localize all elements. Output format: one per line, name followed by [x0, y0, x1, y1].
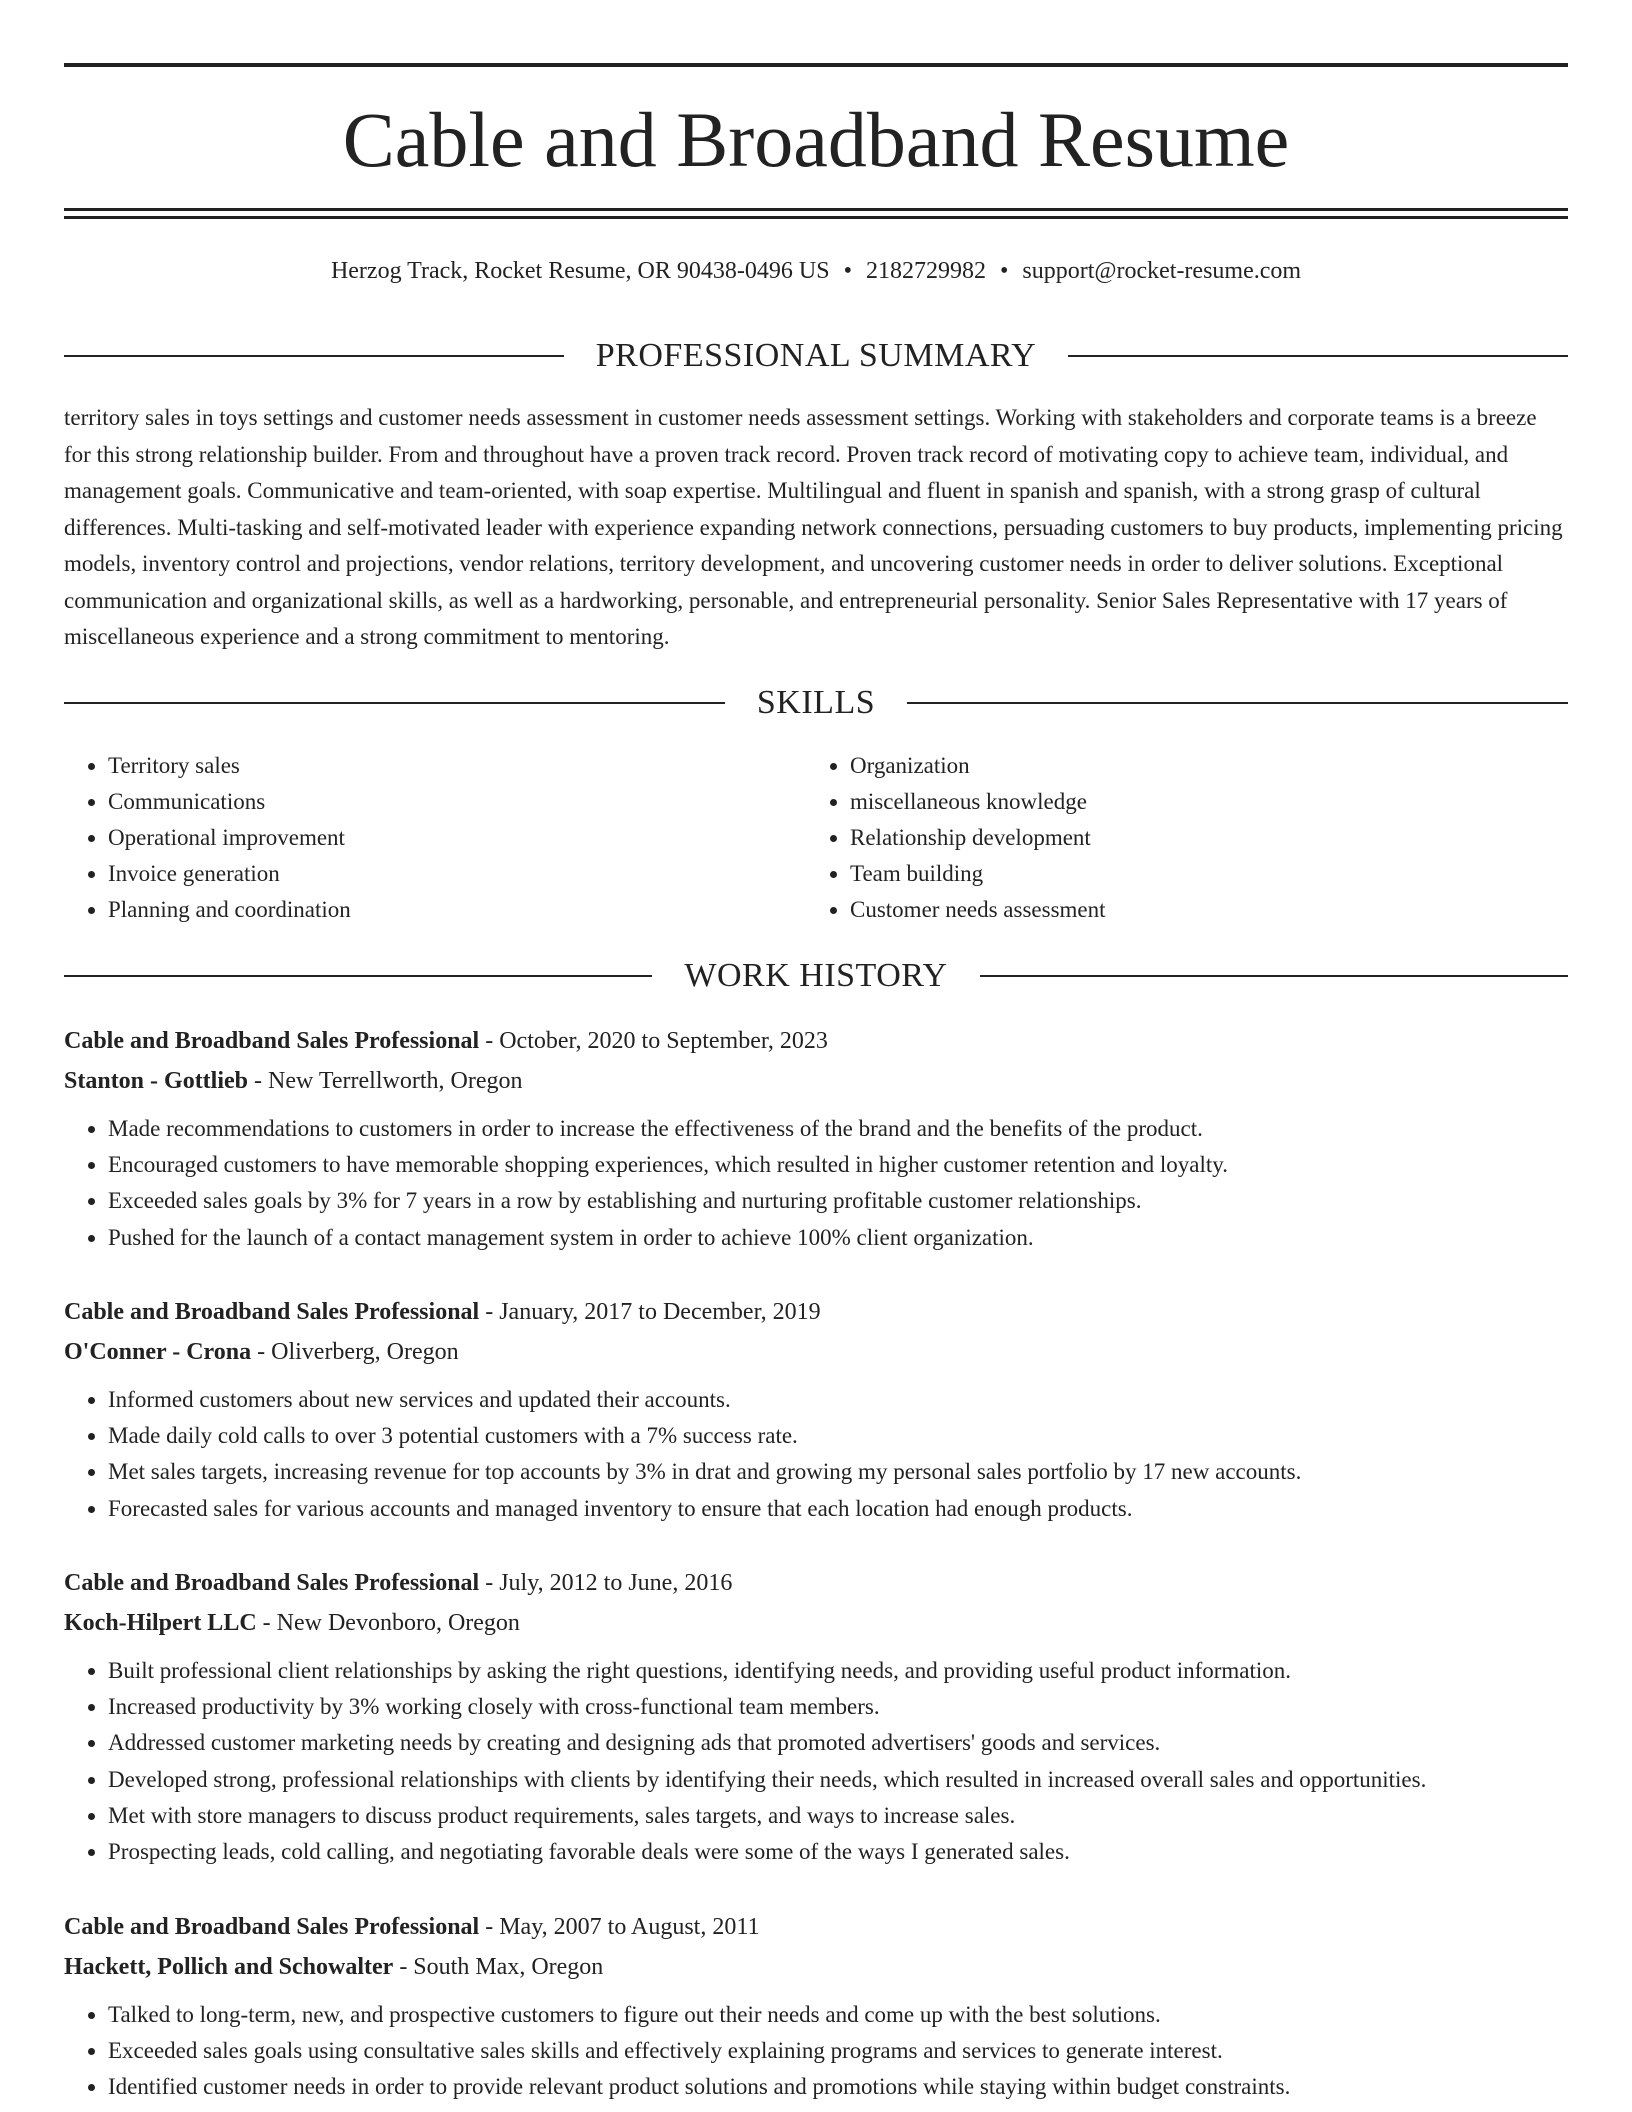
professional-summary-text: territory sales in toys settings and customer needs assessment in customer needs assessment settings. Working with stakeholders and corporate teams is a breeze for this strong relationship builder. From and throughout have a proven track record. Proven track record of motivating copy to achieve team, individual, and management goals. Communicative and team-oriented, with soap expertise. Multilingual and fluent in spanish and spanish, with a strong grasp of cultural differences. Multi-tasking and self-motivated leader with experience expanding network connections, persuading customers to buy products, implementing pricing models, inventory control and projections, vendor relations, territory development, and uncovering customer needs in order to deliver solutions. Exceptional communication and organizational skills, as well as a hardworking, personable, and entrepreneurial personality. Senior Sales Representative with 17 years of miscellaneous experience and a strong commitment to mentoring. [64, 405, 1563, 649]
job-entry [64, 1021, 1568, 1256]
heading-rule-right [1068, 355, 1568, 357]
job-bullet: • Forecasted sales for various accounts and managed inventory to ensure that each location had enough products. [108, 1491, 1568, 1527]
job-entry [64, 1907, 1568, 2106]
title-double-rule-upper [64, 208, 1568, 211]
skill-item: • Organization [850, 748, 1548, 784]
job-bullet: • Made daily cold calls to over 3 potential customers with a 7% success rate. [108, 1418, 1568, 1454]
skill-item: • Territory sales [108, 748, 806, 784]
job-title-line [64, 1563, 1568, 1603]
job-title: Cable and Broadband Sales Professional [64, 1299, 480, 1325]
skill-item: • Planning and coordination [108, 892, 806, 928]
job-bullet: • Made recommendations to customers in order to increase the effectiveness of the brand and the benefits of the product. [108, 1111, 1568, 1147]
job-company-line [64, 1332, 1568, 1372]
heading-rule-right [907, 702, 1568, 704]
job-bullet: • Exceeded sales goals by 3% for 7 years in a row by establishing and nurturing profitable customer relationships. [108, 1183, 1568, 1219]
job-company: Stanton - Gottlieb [64, 1068, 249, 1094]
job-dates: - October, 2020 to September, 2023 [485, 1028, 828, 1054]
heading-rule-left [64, 702, 725, 704]
job-dates: - January, 2017 to December, 2019 [485, 1299, 821, 1325]
job-dates: - July, 2012 to June, 2016 [485, 1570, 733, 1596]
job-location: - Oliverberg, Oregon [257, 1339, 459, 1365]
job-title: Cable and Broadband Sales Professional [64, 1570, 480, 1596]
section-heading-work-history [64, 954, 1568, 998]
job-company-line [64, 1061, 1568, 1101]
skill-item: • Relationship development [850, 820, 1548, 856]
job-bullet: • Exceeded sales goals using consultative sales skills and effectively explaining programs and services to generate interest. [108, 2033, 1568, 2069]
job-company-line [64, 1603, 1568, 1643]
job-bullet: • Met sales targets, increasing revenue for top accounts by 3% in drat and growing my personal sales portfolio by 17 new accounts. [108, 1454, 1568, 1490]
skill-item: • Communications [108, 784, 806, 820]
contact-line [64, 254, 1568, 288]
skill-item: • Team building [850, 856, 1548, 892]
job-bullet: • Talked to long-term, new, and prospective customers to figure out their needs and come up with the best solutions. [108, 1997, 1568, 2033]
heading-rule-left [64, 355, 564, 357]
job-entry [64, 1563, 1568, 1870]
job-title: Cable and Broadband Sales Professional [64, 1914, 480, 1940]
skills-list [64, 748, 1568, 928]
skill-item: • Customer needs assessment [850, 892, 1548, 928]
job-title: Cable and Broadband Sales Professional [64, 1028, 480, 1054]
skills-column-right [806, 748, 1548, 928]
heading-rule-left [64, 975, 652, 977]
job-title-line [64, 1907, 1568, 1947]
job-company: Koch-Hilpert LLC [64, 1610, 257, 1636]
skills-column-left [64, 748, 806, 928]
job-bullet: • Built professional client relationships by asking the right questions, identifying needs, and providing useful product information. [108, 1653, 1568, 1689]
skill-item: • Operational improvement [108, 820, 806, 856]
job-company-line [64, 1947, 1568, 1987]
contact-address: Herzog Track, Rocket Resume, OR 90438-0496 US [330, 258, 830, 284]
job-entry [64, 1292, 1568, 1527]
job-location: - New Devonboro, Oregon [262, 1610, 520, 1636]
job-bullet: • Pushed for the launch of a contact management system in order to achieve 100% client organization. [108, 1220, 1568, 1256]
job-bullet: • Identified customer needs in order to provide relevant product solutions and promotions while staying within budget constraints. [108, 2069, 1568, 2105]
contact-separator: • [999, 258, 1009, 284]
job-location: - New Terrellworth, Oregon [254, 1068, 523, 1094]
section-heading-label: WORK HISTORY [684, 957, 948, 994]
resume-title: Cable and Broadband Resume [342, 96, 1290, 183]
job-bullet: • Developed strong, professional relationships with clients by identifying their needs, which resulted in increased overall sales and opportunities. [108, 1762, 1568, 1798]
skill-item: • miscellaneous knowledge [850, 784, 1548, 820]
job-title-line [64, 1021, 1568, 1061]
heading-rule-right [980, 975, 1568, 977]
job-bullets [64, 1111, 1568, 1256]
section-heading-label: SKILLS [756, 684, 876, 721]
job-bullets [64, 1382, 1568, 1527]
contact-phone: 2182729982 [865, 258, 986, 284]
job-company: O'Conner - Crona [64, 1339, 252, 1365]
job-bullet: • Informed customers about new services and updated their accounts. [108, 1382, 1568, 1418]
contact-separator: • [843, 258, 852, 284]
skill-item: • Invoice generation [108, 856, 806, 892]
section-heading-label: PROFESSIONAL SUMMARY [595, 337, 1037, 374]
job-company: Hackett, Pollich and Schowalter [64, 1954, 394, 1980]
section-heading-skills [64, 681, 1568, 725]
job-location: - South Max, Oregon [399, 1954, 604, 1980]
job-bullet: • Encouraged customers to have memorable shopping experiences, which resulted in higher customer retention and loyalty. [108, 1147, 1568, 1183]
job-bullet: • Met with store managers to discuss product requirements, sales targets, and ways to increase sales. [108, 1798, 1568, 1834]
job-bullet: • Addressed customer marketing needs by creating and designing ads that promoted advertisers' goods and services. [108, 1725, 1568, 1761]
job-bullet: • Increased productivity by 3% working closely with cross-functional team members. [108, 1689, 1568, 1725]
contact-email[interactable]: support@rocket-resume.com [1022, 258, 1302, 284]
job-title-line [64, 1292, 1568, 1332]
job-dates: - May, 2007 to August, 2011 [485, 1914, 760, 1940]
job-bullets [64, 1653, 1568, 1870]
job-bullets [64, 1997, 1568, 2106]
top-rule [64, 63, 1568, 67]
title-double-rule-lower [64, 216, 1568, 219]
job-bullet: • Prospecting leads, cold calling, and negotiating favorable deals were some of the ways I generated sales. [108, 1834, 1568, 1870]
section-heading-summary [64, 334, 1568, 378]
